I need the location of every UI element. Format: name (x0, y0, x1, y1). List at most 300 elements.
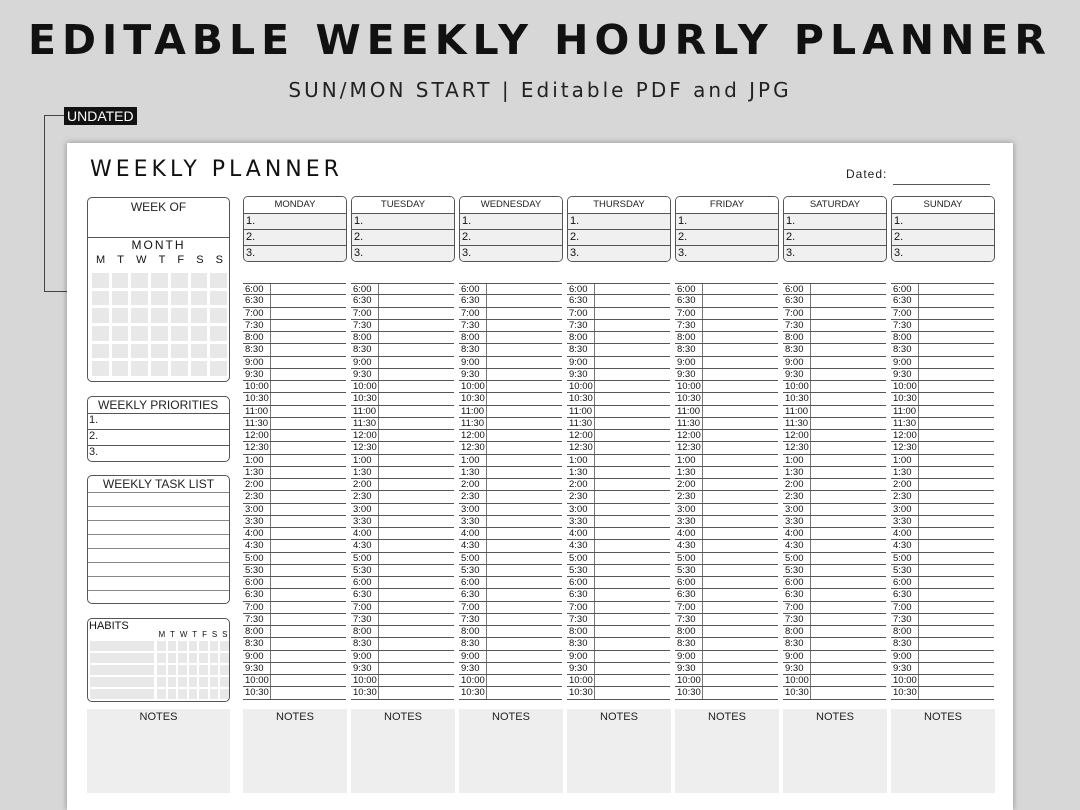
time-slot-row[interactable] (783, 467, 886, 479)
time-slot-row[interactable] (675, 687, 778, 699)
time-slot-row[interactable] (783, 663, 886, 675)
time-slot-row[interactable] (243, 455, 346, 467)
day-top-item[interactable]: 2. (460, 230, 562, 246)
habit-check-cell[interactable] (168, 677, 177, 687)
calendar-day-cell[interactable] (131, 273, 148, 288)
calendar-day-cell[interactable] (92, 361, 109, 376)
time-slot-row[interactable] (243, 589, 346, 601)
calendar-day-cell[interactable] (92, 344, 109, 359)
time-slot-row[interactable] (567, 540, 670, 552)
time-slot-row[interactable] (351, 418, 454, 430)
time-slot-row[interactable] (675, 308, 778, 320)
time-slot-row[interactable] (243, 295, 346, 307)
time-slot-row[interactable] (783, 455, 886, 467)
time-slot-row[interactable] (567, 283, 670, 295)
calendar-day-cell[interactable] (210, 326, 227, 341)
time-slot-row[interactable] (243, 675, 346, 687)
time-slot-row[interactable] (891, 504, 994, 516)
time-slot-row[interactable] (351, 369, 454, 381)
time-slot-row[interactable] (891, 357, 994, 369)
day-top-item[interactable]: 3. (676, 246, 778, 261)
habit-name-field[interactable] (90, 653, 154, 663)
time-slot-row[interactable] (783, 540, 886, 552)
calendar-day-cell[interactable] (151, 344, 168, 359)
time-slot-row[interactable] (351, 479, 454, 491)
habit-check-cell[interactable] (210, 653, 219, 663)
time-slot-row[interactable] (675, 430, 778, 442)
time-slot-row[interactable] (891, 687, 994, 699)
time-slot-row[interactable] (567, 418, 670, 430)
time-slot-row[interactable] (891, 528, 994, 540)
time-slot-row[interactable] (243, 528, 346, 540)
time-slot-row[interactable] (675, 553, 778, 565)
time-slot-row[interactable] (243, 577, 346, 589)
time-slot-row[interactable] (351, 295, 454, 307)
time-slot-row[interactable] (783, 320, 886, 332)
time-slot-row[interactable] (351, 332, 454, 344)
time-slot-row[interactable] (243, 491, 346, 503)
time-slot-row[interactable] (351, 663, 454, 675)
time-slot-row[interactable] (891, 381, 994, 393)
time-slot-row[interactable] (243, 442, 346, 454)
time-slot-row[interactable] (891, 406, 994, 418)
time-slot-row[interactable] (675, 516, 778, 528)
time-slot-row[interactable] (351, 357, 454, 369)
habit-check-cell[interactable] (220, 653, 229, 663)
time-slot-row[interactable] (459, 516, 562, 528)
time-slot-row[interactable] (243, 393, 346, 405)
time-slot-row[interactable] (675, 295, 778, 307)
time-slot-row[interactable] (459, 491, 562, 503)
time-slot-row[interactable] (567, 357, 670, 369)
day-top-item[interactable]: 1. (892, 214, 994, 230)
time-slot-row[interactable] (351, 553, 454, 565)
day-top-item[interactable]: 2. (676, 230, 778, 246)
time-slot-row[interactable] (459, 540, 562, 552)
day-top-item[interactable]: 1. (676, 214, 778, 230)
habit-check-cell[interactable] (220, 641, 229, 651)
time-slot-row[interactable] (783, 295, 886, 307)
time-slot-row[interactable] (891, 638, 994, 650)
calendar-day-cell[interactable] (112, 361, 129, 376)
time-slot-row[interactable] (351, 602, 454, 614)
time-slot-row[interactable] (351, 651, 454, 663)
habit-check-cell[interactable] (199, 677, 208, 687)
time-slot-row[interactable] (459, 663, 562, 675)
calendar-day-cell[interactable] (112, 326, 129, 341)
time-slot-row[interactable] (243, 406, 346, 418)
time-slot-row[interactable] (567, 516, 670, 528)
time-slot-row[interactable] (783, 553, 886, 565)
time-slot-row[interactable] (567, 344, 670, 356)
time-slot-row[interactable] (243, 638, 346, 650)
time-slot-row[interactable] (783, 504, 886, 516)
time-slot-row[interactable] (891, 418, 994, 430)
time-slot-row[interactable] (675, 663, 778, 675)
time-slot-row[interactable] (567, 406, 670, 418)
time-slot-row[interactable] (351, 614, 454, 626)
habit-check-cell[interactable] (189, 677, 198, 687)
time-slot-row[interactable] (459, 528, 562, 540)
time-slot-row[interactable] (675, 602, 778, 614)
time-slot-row[interactable] (783, 675, 886, 687)
time-slot-row[interactable] (675, 418, 778, 430)
task-line[interactable] (88, 534, 229, 535)
time-slot-row[interactable] (459, 589, 562, 601)
time-slot-row[interactable] (675, 675, 778, 687)
time-slot-row[interactable] (243, 565, 346, 577)
time-slot-row[interactable] (243, 663, 346, 675)
time-slot-row[interactable] (567, 491, 670, 503)
time-slot-row[interactable] (351, 320, 454, 332)
time-slot-row[interactable] (891, 430, 994, 442)
calendar-day-cell[interactable] (191, 273, 208, 288)
habit-check-cell[interactable] (157, 641, 166, 651)
time-slot-row[interactable] (567, 553, 670, 565)
day-top-item[interactable]: 2. (568, 230, 670, 246)
time-slot-row[interactable] (891, 332, 994, 344)
task-line[interactable] (88, 520, 229, 521)
time-slot-row[interactable] (567, 467, 670, 479)
time-slot-row[interactable] (675, 455, 778, 467)
time-slot-row[interactable] (459, 602, 562, 614)
notes-box[interactable] (675, 709, 779, 793)
time-slot-row[interactable] (783, 528, 886, 540)
time-slot-row[interactable] (459, 369, 562, 381)
time-slot-row[interactable] (891, 589, 994, 601)
priority-item-2[interactable]: 2. (89, 430, 99, 442)
time-slot-row[interactable] (783, 393, 886, 405)
time-slot-row[interactable] (459, 565, 562, 577)
time-slot-row[interactable] (459, 418, 562, 430)
notes-box[interactable] (243, 709, 347, 793)
habit-check-cell[interactable] (168, 641, 177, 651)
time-slot-row[interactable] (675, 406, 778, 418)
time-slot-row[interactable] (351, 442, 454, 454)
day-top-item[interactable]: 1. (244, 214, 346, 230)
time-slot-row[interactable] (351, 283, 454, 295)
time-slot-row[interactable] (675, 467, 778, 479)
time-slot-row[interactable] (783, 479, 886, 491)
time-slot-row[interactable] (243, 430, 346, 442)
calendar-day-cell[interactable] (92, 326, 109, 341)
calendar-day-cell[interactable] (171, 273, 188, 288)
notes-box[interactable] (351, 709, 455, 793)
time-slot-row[interactable] (351, 528, 454, 540)
calendar-day-cell[interactable] (112, 291, 129, 306)
time-slot-row[interactable] (567, 393, 670, 405)
time-slot-row[interactable] (351, 565, 454, 577)
habit-check-cell[interactable] (157, 665, 166, 675)
time-slot-row[interactable] (783, 687, 886, 699)
time-slot-row[interactable] (675, 651, 778, 663)
time-slot-row[interactable] (351, 626, 454, 638)
calendar-day-cell[interactable] (131, 326, 148, 341)
time-slot-row[interactable] (783, 491, 886, 503)
time-slot-row[interactable] (675, 577, 778, 589)
time-slot-row[interactable] (675, 442, 778, 454)
time-slot-row[interactable] (459, 393, 562, 405)
time-slot-row[interactable] (675, 626, 778, 638)
task-line[interactable] (88, 562, 229, 563)
time-slot-row[interactable] (243, 614, 346, 626)
time-slot-row[interactable] (243, 626, 346, 638)
time-slot-row[interactable] (891, 442, 994, 454)
time-slot-row[interactable] (351, 638, 454, 650)
day-top-item[interactable]: 3. (892, 246, 994, 261)
calendar-day-cell[interactable] (131, 291, 148, 306)
time-slot-row[interactable] (891, 283, 994, 295)
time-slot-row[interactable] (243, 516, 346, 528)
time-slot-row[interactable] (783, 418, 886, 430)
time-slot-row[interactable] (675, 491, 778, 503)
habit-check-cell[interactable] (168, 689, 177, 699)
time-slot-row[interactable] (459, 504, 562, 516)
time-slot-row[interactable] (459, 638, 562, 650)
time-slot-row[interactable] (459, 614, 562, 626)
time-slot-row[interactable] (351, 467, 454, 479)
calendar-day-cell[interactable] (151, 291, 168, 306)
time-slot-row[interactable] (459, 687, 562, 699)
time-slot-row[interactable] (351, 675, 454, 687)
calendar-day-cell[interactable] (92, 308, 109, 323)
time-slot-row[interactable] (243, 504, 346, 516)
time-slot-row[interactable] (243, 283, 346, 295)
habit-check-cell[interactable] (178, 641, 187, 651)
habit-check-cell[interactable] (157, 689, 166, 699)
time-slot-row[interactable] (351, 589, 454, 601)
calendar-day-cell[interactable] (151, 308, 168, 323)
time-slot-row[interactable] (351, 381, 454, 393)
time-slot-row[interactable] (675, 614, 778, 626)
day-top-item[interactable]: 3. (784, 246, 886, 261)
time-slot-row[interactable] (351, 406, 454, 418)
day-top-item[interactable]: 1. (352, 214, 454, 230)
time-slot-row[interactable] (459, 357, 562, 369)
time-slot-row[interactable] (459, 577, 562, 589)
time-slot-row[interactable] (351, 516, 454, 528)
habit-check-cell[interactable] (189, 665, 198, 675)
time-slot-row[interactable] (675, 638, 778, 650)
time-slot-row[interactable] (243, 381, 346, 393)
habit-check-cell[interactable] (210, 677, 219, 687)
time-slot-row[interactable] (243, 651, 346, 663)
time-slot-row[interactable] (891, 479, 994, 491)
habit-check-cell[interactable] (157, 677, 166, 687)
priority-item-3[interactable]: 3. (89, 446, 99, 458)
habit-check-cell[interactable] (189, 689, 198, 699)
time-slot-row[interactable] (891, 614, 994, 626)
time-slot-row[interactable] (567, 687, 670, 699)
time-slot-row[interactable] (891, 467, 994, 479)
time-slot-row[interactable] (567, 504, 670, 516)
time-slot-row[interactable] (783, 565, 886, 577)
time-slot-row[interactable] (351, 687, 454, 699)
habit-check-cell[interactable] (178, 677, 187, 687)
time-slot-row[interactable] (675, 320, 778, 332)
time-slot-row[interactable] (459, 381, 562, 393)
calendar-day-cell[interactable] (171, 326, 188, 341)
habit-check-cell[interactable] (210, 665, 219, 675)
time-slot-row[interactable] (567, 614, 670, 626)
calendar-day-cell[interactable] (171, 291, 188, 306)
calendar-day-cell[interactable] (151, 273, 168, 288)
time-slot-row[interactable] (243, 344, 346, 356)
time-slot-row[interactable] (783, 308, 886, 320)
habit-check-cell[interactable] (199, 689, 208, 699)
time-slot-row[interactable] (459, 332, 562, 344)
calendar-day-cell[interactable] (151, 326, 168, 341)
day-top-item[interactable]: 2. (784, 230, 886, 246)
calendar-day-cell[interactable] (191, 308, 208, 323)
habit-check-cell[interactable] (189, 653, 198, 663)
time-slot-row[interactable] (351, 504, 454, 516)
habit-check-cell[interactable] (189, 641, 198, 651)
time-slot-row[interactable] (459, 283, 562, 295)
time-slot-row[interactable] (783, 602, 886, 614)
calendar-day-cell[interactable] (210, 291, 227, 306)
time-slot-row[interactable] (459, 455, 562, 467)
habit-name-field[interactable] (90, 677, 154, 687)
time-slot-row[interactable] (891, 308, 994, 320)
time-slot-row[interactable] (567, 442, 670, 454)
time-slot-row[interactable] (783, 406, 886, 418)
time-slot-row[interactable] (567, 565, 670, 577)
calendar-day-cell[interactable] (191, 344, 208, 359)
calendar-day-cell[interactable] (131, 308, 148, 323)
time-slot-row[interactable] (783, 651, 886, 663)
habit-check-cell[interactable] (157, 653, 166, 663)
calendar-day-cell[interactable] (131, 344, 148, 359)
time-slot-row[interactable] (243, 687, 346, 699)
time-slot-row[interactable] (243, 332, 346, 344)
time-slot-row[interactable] (459, 651, 562, 663)
time-slot-row[interactable] (783, 577, 886, 589)
time-slot-row[interactable] (459, 675, 562, 687)
time-slot-row[interactable] (891, 295, 994, 307)
time-slot-row[interactable] (567, 308, 670, 320)
day-top-item[interactable]: 2. (352, 230, 454, 246)
notes-box[interactable] (567, 709, 671, 793)
time-slot-row[interactable] (891, 577, 994, 589)
time-slot-row[interactable] (567, 602, 670, 614)
time-slot-row[interactable] (243, 553, 346, 565)
time-slot-row[interactable] (891, 602, 994, 614)
time-slot-row[interactable] (891, 540, 994, 552)
notes-box[interactable] (459, 709, 563, 793)
time-slot-row[interactable] (459, 430, 562, 442)
calendar-day-cell[interactable] (112, 308, 129, 323)
time-slot-row[interactable] (567, 381, 670, 393)
habit-check-cell[interactable] (178, 689, 187, 699)
calendar-day-cell[interactable] (191, 326, 208, 341)
calendar-day-cell[interactable] (191, 361, 208, 376)
time-slot-row[interactable] (675, 565, 778, 577)
time-slot-row[interactable] (459, 442, 562, 454)
calendar-day-cell[interactable] (171, 308, 188, 323)
habit-check-cell[interactable] (168, 653, 177, 663)
day-top-item[interactable]: 2. (892, 230, 994, 246)
time-slot-row[interactable] (891, 651, 994, 663)
task-line[interactable] (88, 506, 229, 507)
time-slot-row[interactable] (891, 344, 994, 356)
time-slot-row[interactable] (459, 626, 562, 638)
day-top-item[interactable]: 1. (460, 214, 562, 230)
day-top-item[interactable]: 1. (784, 214, 886, 230)
time-slot-row[interactable] (675, 369, 778, 381)
time-slot-row[interactable] (351, 308, 454, 320)
time-slot-row[interactable] (459, 467, 562, 479)
habit-name-field[interactable] (90, 641, 154, 651)
time-slot-row[interactable] (783, 430, 886, 442)
calendar-day-cell[interactable] (210, 273, 227, 288)
time-slot-row[interactable] (459, 308, 562, 320)
notes-box[interactable] (87, 709, 230, 793)
notes-box[interactable] (891, 709, 995, 793)
time-slot-row[interactable] (243, 602, 346, 614)
time-slot-row[interactable] (567, 295, 670, 307)
time-slot-row[interactable] (459, 320, 562, 332)
time-slot-row[interactable] (675, 528, 778, 540)
habit-check-cell[interactable] (178, 665, 187, 675)
time-slot-row[interactable] (675, 393, 778, 405)
dated-field[interactable] (893, 184, 990, 185)
time-slot-row[interactable] (351, 430, 454, 442)
calendar-day-cell[interactable] (210, 308, 227, 323)
time-slot-row[interactable] (891, 565, 994, 577)
time-slot-row[interactable] (351, 577, 454, 589)
time-slot-row[interactable] (243, 479, 346, 491)
calendar-day-cell[interactable] (131, 361, 148, 376)
time-slot-row[interactable] (891, 553, 994, 565)
time-slot-row[interactable] (351, 540, 454, 552)
task-line[interactable] (88, 548, 229, 549)
calendar-day-cell[interactable] (171, 361, 188, 376)
calendar-day-cell[interactable] (191, 291, 208, 306)
time-slot-row[interactable] (675, 283, 778, 295)
time-slot-row[interactable] (675, 540, 778, 552)
calendar-day-cell[interactable] (210, 361, 227, 376)
time-slot-row[interactable] (567, 332, 670, 344)
time-slot-row[interactable] (675, 589, 778, 601)
habit-check-cell[interactable] (199, 665, 208, 675)
time-slot-row[interactable] (891, 626, 994, 638)
time-slot-row[interactable] (567, 430, 670, 442)
time-slot-row[interactable] (567, 369, 670, 381)
habit-check-cell[interactable] (168, 665, 177, 675)
time-slot-row[interactable] (243, 418, 346, 430)
time-slot-row[interactable] (459, 479, 562, 491)
time-slot-row[interactable] (783, 614, 886, 626)
habit-name-field[interactable] (90, 665, 154, 675)
time-slot-row[interactable] (891, 516, 994, 528)
time-slot-row[interactable] (891, 369, 994, 381)
day-top-item[interactable]: 3. (568, 246, 670, 261)
habit-name-field[interactable] (90, 689, 154, 699)
calendar-day-cell[interactable] (112, 344, 129, 359)
time-slot-row[interactable] (675, 332, 778, 344)
time-slot-row[interactable] (351, 344, 454, 356)
time-slot-row[interactable] (783, 638, 886, 650)
calendar-day-cell[interactable] (92, 273, 109, 288)
time-slot-row[interactable] (891, 663, 994, 675)
day-top-item[interactable]: 3. (244, 246, 346, 261)
time-slot-row[interactable] (567, 528, 670, 540)
time-slot-row[interactable] (459, 344, 562, 356)
time-slot-row[interactable] (459, 406, 562, 418)
calendar-day-cell[interactable] (151, 361, 168, 376)
calendar-day-cell[interactable] (112, 273, 129, 288)
